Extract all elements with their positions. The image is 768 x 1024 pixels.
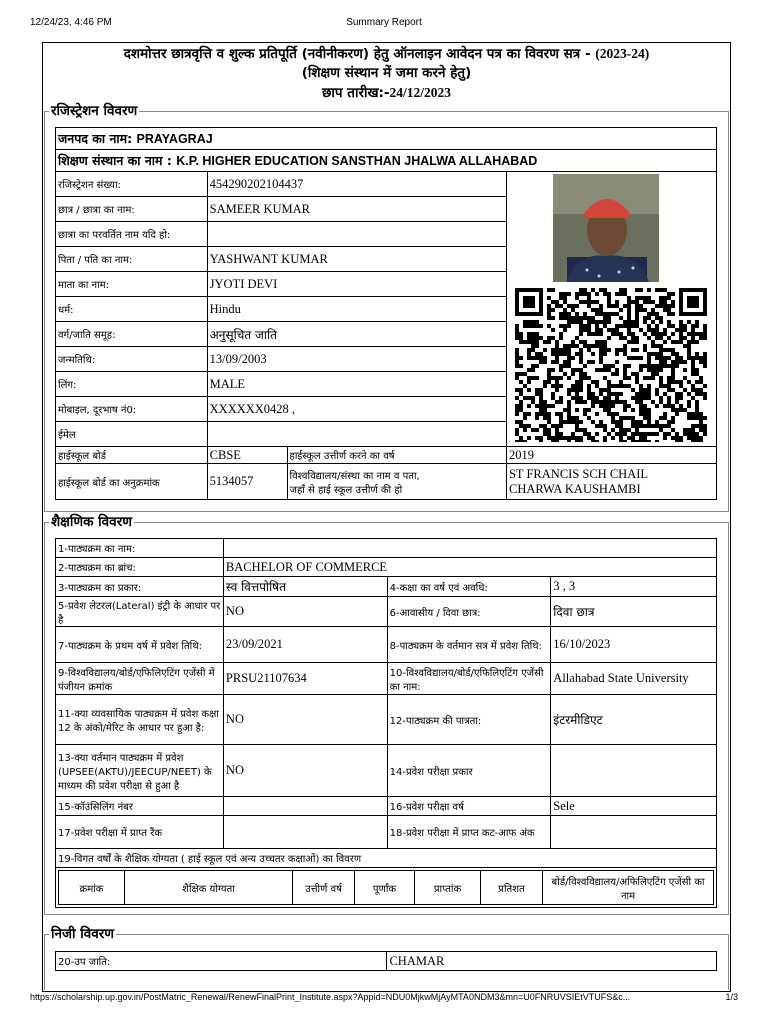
current-admission-value: 16/10/2023 xyxy=(551,627,717,663)
merit-admission-label: 11-क्या व्यवसायिक पाठ्यक्रम में प्रवेश कक्षा 12 के अंको/मेरिट के आधार पर हुआ है: xyxy=(56,695,224,745)
university-name-value: Allahabad State University xyxy=(551,663,717,695)
acad-row-15 xyxy=(56,797,717,816)
mobile-value: XXXXXX0428 , xyxy=(207,397,506,422)
current-admission-label: 8-पाठ्यक्रम के वर्तमान सत्र में प्रवेश तिथि: xyxy=(387,627,551,663)
print-date-label: छाप तारीख:- xyxy=(321,85,390,101)
hs-school-line-1: ST FRANCIS SCH CHAIL xyxy=(508,466,649,481)
acad-row-11 xyxy=(56,695,717,745)
subcaste-row xyxy=(56,952,717,971)
lateral-entry-value: NO xyxy=(223,597,387,627)
title-line-1 xyxy=(42,44,731,64)
lateral-entry-label: 5-प्रवेश लेटरल(Lateral) इंट्री के आधार पर है xyxy=(56,597,224,627)
reg-no-label: रजिस्ट्रेशन संख्या: xyxy=(56,172,208,197)
reg-row xyxy=(56,172,717,197)
category-label: वर्ग/जाति समूह: xyxy=(56,322,208,347)
student-name-value: SAMEER KUMAR xyxy=(207,197,506,222)
acad-row-19 xyxy=(56,849,717,868)
district-value: PRAYAGRAJ xyxy=(136,132,213,146)
registration-header-table xyxy=(55,127,717,172)
hs-school-label xyxy=(287,464,506,500)
category-value: अनुसूचित जाति xyxy=(207,322,506,347)
title-line-3 xyxy=(42,83,731,103)
university-reg-label: 9-विश्वविद्यालय/बोर्ड/एफिलिएटिंग एजेंसी में पंजीयन क्रमांक xyxy=(56,663,224,695)
qr-code-icon xyxy=(515,288,707,442)
hs-board-value: CBSE xyxy=(207,447,287,464)
student-photo xyxy=(553,174,659,282)
course-name-value xyxy=(223,539,716,558)
hs-roll-row xyxy=(56,464,717,500)
title-line-2: (शिक्षण संस्थान में जमा करने हेतु) xyxy=(301,65,472,81)
qual-header-pass-year: उत्तीर्ण वर्ष xyxy=(293,871,355,905)
university-name-label: 10-विश्वविद्यालय/बोर्ड/एफिलिएटिंग एजेंसी का नाम: xyxy=(387,663,551,695)
cutoff-value xyxy=(551,816,717,849)
photo-qr-panel xyxy=(507,172,715,442)
hs-school-value xyxy=(506,464,716,500)
religion-label: धर्म: xyxy=(56,297,208,322)
institute-label: शिक्षण संस्थान का नाम : xyxy=(58,153,172,168)
university-reg-value: PRSU21107634 xyxy=(223,663,387,695)
entrance-admission-value: NO xyxy=(223,745,387,797)
email-label: ईमेल xyxy=(56,422,208,447)
qualification-cell xyxy=(56,868,717,908)
acad-row-13 xyxy=(56,745,717,797)
first-admission-label: 7-पाठ्यक्रम के प्रथम वर्ष में प्रवेश तिथि: xyxy=(56,627,224,663)
dob-label: जन्मतिथि: xyxy=(56,347,208,372)
entrance-admission-label: 13-क्या वर्तमान पाठ्यक्रम में प्रवेश (UPSEE(AKTU)/JEECUP/NEET) के माध्यम की प्रवेश परीक्षा से हुआ है xyxy=(56,745,224,797)
qual-header-qualification: शैक्षिक योग्यता xyxy=(125,871,293,905)
counselling-value xyxy=(223,797,387,816)
hs-school-label-2: जहाँ से हाई स्कूल उत्तीर्ण की हो xyxy=(289,484,403,496)
hs-year-label: हाईस्कूल उत्तीर्ण करने का वर्ष xyxy=(287,447,506,464)
course-name-label: 1-पाठ्यक्रम का नाम: xyxy=(56,539,224,558)
student-name-label: छात्र / छात्रा का नाम: xyxy=(56,197,208,222)
qualification-history-label: 19-विगत वर्षों के शैक्षिक योग्यता ( हाई स्कूल एवं अन्य उच्चतर कक्षाओं) का विवरण xyxy=(56,849,717,868)
hs-roll-value: 5134057 xyxy=(207,464,287,500)
reg-no-value: 454290202104437 xyxy=(207,172,506,197)
hs-school-line-2: CHARWA KAUSHAMBI xyxy=(508,481,641,496)
course-branch-value: BACHELOR OF COMMERCE xyxy=(223,558,716,577)
hs-roll-label: हाईस्कूल बोर्ड का अनुक्रमांक xyxy=(56,464,208,500)
entrance-rank-value xyxy=(223,816,387,849)
first-admission-value: 23/09/2021 xyxy=(223,627,387,663)
subcaste-label: 20-उप जाति: xyxy=(56,952,387,971)
course-branch-label: 2-पाठ्यक्रम का ब्रांच: xyxy=(56,558,224,577)
hs-school-label-1: विश्वविद्यालय/संस्था का नाम व पता, xyxy=(289,470,420,482)
academic-table xyxy=(55,538,717,908)
course-type-value: स्व वित्तपोषित xyxy=(223,577,387,597)
registration-legend: रजिस्ट्रेशन विवरण xyxy=(51,103,138,119)
hs-year-value: 2019 xyxy=(506,447,716,464)
personal-table xyxy=(55,951,717,971)
mother-name-value: JYOTI DEVI xyxy=(207,272,506,297)
academic-legend: शैक्षणिक विवरण xyxy=(51,514,132,530)
acad-row-9 xyxy=(56,663,717,695)
institute-cell xyxy=(56,150,717,172)
title-line-1-text: दशमोत्तर छात्रवृत्ति व शुल्क प्रतिपूर्ति (नवीनीकरण) हेतु ऑनलाइन आवेदन पत्र का विवरण सत्र - xyxy=(123,46,591,62)
personal-legend: निजी विवरण xyxy=(51,926,114,942)
entrance-rank-label: 17-प्रवेश परीक्षा में प्राप्त रैंक xyxy=(56,816,224,849)
print-page-number: 1/3 xyxy=(725,992,738,1002)
religion-value: Hindu xyxy=(207,297,506,322)
class-year-label: 4-कक्षा का वर्ष एवं अवधि: xyxy=(387,577,551,597)
print-datetime: 12/24/23, 4:46 PM xyxy=(30,17,112,28)
entrance-year-value: Sele xyxy=(551,797,717,816)
entrance-year-label: 16-प्रवेश परीक्षा वर्ष xyxy=(387,797,551,816)
mobile-label: मोबाइल, दूरभाष नं0: xyxy=(56,397,208,422)
qual-header-serial: क्रमांक xyxy=(59,871,125,905)
day-scholar-label: 6-आवासीय / दिवा छात्र: xyxy=(387,597,551,627)
eligibility-label: 12-पाठ्यक्रम की पात्रता: xyxy=(387,695,551,745)
qualification-header-row xyxy=(59,871,714,905)
day-scholar-value: दिवा छात्र xyxy=(551,597,717,627)
entrance-type-value xyxy=(551,745,717,797)
hs-board-label: हाईस्कूल बोर्ड xyxy=(56,447,208,464)
eligibility-value: इंटरमीडिएट xyxy=(551,695,717,745)
print-doc-title: Summary Report xyxy=(346,17,422,28)
gender-label: लिंग: xyxy=(56,372,208,397)
hs-board-row xyxy=(56,447,717,464)
qual-header-obtained: प्राप्तांक xyxy=(415,871,481,905)
qualification-row xyxy=(56,868,717,908)
acad-row-3 xyxy=(56,577,717,597)
mother-name-label: माता का नाम: xyxy=(56,272,208,297)
print-header xyxy=(30,17,738,31)
father-name-value: YASHWANT KUMAR xyxy=(207,247,506,272)
institute-value: K.P. HIGHER EDUCATION SANSTHAN JHALWA ALLAHABAD xyxy=(176,154,538,168)
dob-value: 13/09/2003 xyxy=(207,347,506,372)
qualification-table xyxy=(58,870,714,905)
course-type-label: 3-पाठ्यक्रम का प्रकार: xyxy=(56,577,224,597)
institute-row xyxy=(56,150,717,172)
subcaste-value: CHAMAR xyxy=(387,952,717,971)
gender-value: MALE xyxy=(207,372,506,397)
acad-row-2 xyxy=(56,558,717,577)
merit-admission-value: NO xyxy=(223,695,387,745)
photo-qr-cell xyxy=(506,172,716,447)
changed-name-label: छात्रा का परवर्तित नाम यदि हो: xyxy=(56,222,208,247)
print-url: https://scholarship.up.gov.in/PostMatric_Renewal/RenewFinalPrint_Institute.aspx?Appid=NDU0MjkwMjAyMTA0NDM3&mn=U0FNRUVSIEtVTUFS&c... xyxy=(30,992,631,1002)
cutoff-label: 18-प्रवेश परीक्षा में प्राप्त कट-आफ अंक xyxy=(387,816,551,849)
class-year-value: 3 , 3 xyxy=(551,577,717,597)
print-date: 24/12/2023 xyxy=(389,85,452,100)
acad-row-17 xyxy=(56,816,717,849)
registration-details-table xyxy=(55,171,717,500)
father-name-label: पिता / पति का नाम: xyxy=(56,247,208,272)
qual-header-board: बोर्ड/विश्वविद्यालय/अफिलिएटिंग एजेंसी का नाम xyxy=(543,871,714,905)
entrance-type-label: 14-प्रवेश परीक्षा प्रकार xyxy=(387,745,551,797)
counselling-label: 15-कॉउंसिलिंग नंबर xyxy=(56,797,224,816)
report-title xyxy=(42,44,731,103)
email-value xyxy=(207,422,506,447)
title-session: (2023-24) xyxy=(595,46,650,61)
qual-header-percent: प्रतिशत xyxy=(481,871,543,905)
qual-header-max-marks: पूर्णांक xyxy=(355,871,415,905)
acad-row-1 xyxy=(56,539,717,558)
district-row xyxy=(56,128,717,150)
acad-row-5 xyxy=(56,597,717,627)
district-cell xyxy=(56,128,717,150)
changed-name-value xyxy=(207,222,506,247)
district-label: जनपद का नाम: xyxy=(58,131,133,146)
acad-row-7 xyxy=(56,627,717,663)
